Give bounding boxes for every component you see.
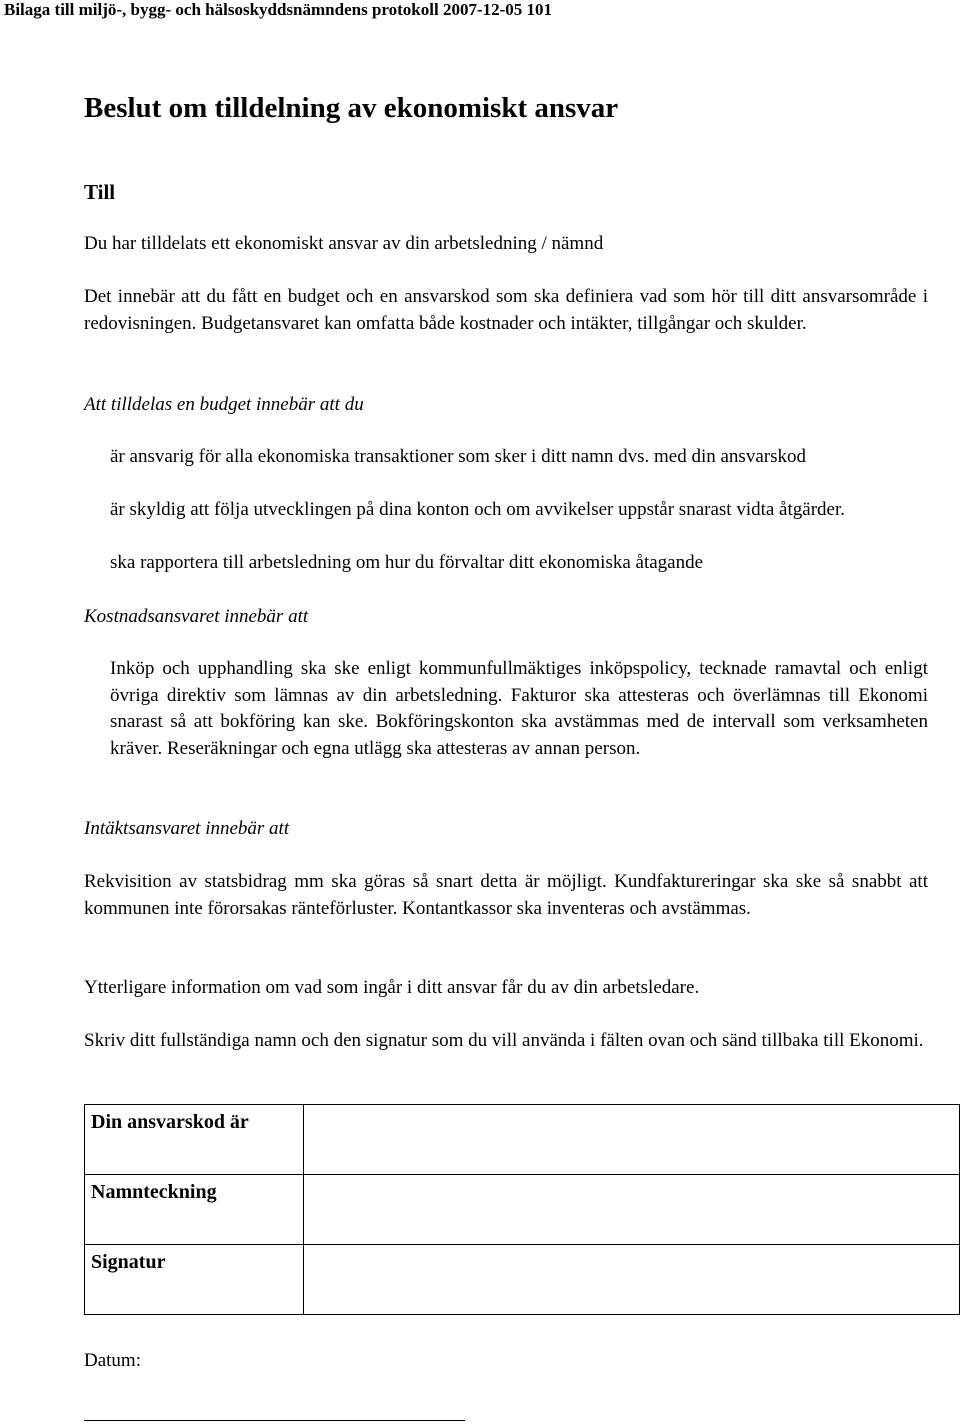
cost-heading: Kostnadsansvaret innebär att (84, 606, 309, 627)
budget-item-3: ska rapportera till arbetsledning om hur du förvaltar ditt ekonomiska åtagande (110, 552, 704, 573)
budget-item-1: är ansvarig för alla ekonomiska transaktioner som sker i ditt namn dvs. med din ansvarskod (110, 446, 806, 467)
date-label: Datum: (84, 1350, 141, 1371)
recipient-label: Till (84, 180, 116, 204)
name-field[interactable] (303, 1175, 959, 1245)
code-field[interactable] (303, 1105, 959, 1175)
further-info-text: Ytterligare information om vad som ingår i ditt ansvar får du av din arbetsledare. (84, 977, 700, 998)
cost-text: Inköp och upphandling ska ske enligt kommunfullmäktiges inköpspolicy, tecknade ramavtal och enligt övriga direktiv som lämnas av din arbetsledning. Fakturor ska attesteras och överlämnas till Ekonomi snarast så att bokföring kan ske. Bokföringskonton ska avstämmas med de intervall som verksamheten kräver. Reseräkningar och egna utlägg ska attesteras av annan person. (110, 658, 928, 759)
income-heading: Intäktsansvaret innebär att (84, 818, 290, 839)
date-line[interactable] (84, 1420, 465, 1421)
signature-label: Signatur (85, 1245, 304, 1315)
name-label: Namnteckning (85, 1175, 304, 1245)
signature-field[interactable] (303, 1245, 959, 1315)
intro-text: Du har tilldelats ett ekonomiskt ansvar av din arbetsledning / nämnd (84, 233, 604, 254)
code-label: Din ansvarskod är (85, 1105, 304, 1175)
budget-definition-paragraph: Det innebär att du fått en budget och en ansvarskod som ska definiera vad som hör till ditt ansvarsområde i redovisningen. Budgetansvaret kan omfatta både kostnader och intäkter, tillgångar och skulder. (84, 286, 928, 334)
budget-heading: Att tilldelas en budget innebär att du (84, 394, 364, 415)
budget-item-2: är skyldig att följa utvecklingen på dina konton och om avvikelser uppstår snarast vidta åtgärder. (110, 499, 845, 520)
form-row-signature (85, 1245, 960, 1315)
form-row-code (85, 1105, 960, 1175)
income-text: Rekvisition av statsbidrag mm ska göras så snart detta är möjligt. Kundfaktureringar ska ske så snabbt att kommunen inte förorsakas ränteförluster. Kontantkassor ska inventeras och avstämmas. (84, 871, 928, 919)
form-row-name (85, 1175, 960, 1245)
instruction-text: Skriv ditt fullständiga namn och den signatur som du vill använda i fälten ovan och sänd tillbaka till Ekonomi. (84, 1030, 924, 1051)
page-title: Beslut om tilldelning av ekonomiskt ansvar (84, 92, 619, 124)
document-header: Bilaga till miljö-, bygg- och hälsoskyddsnämndens protokoll 2007-12-05 101 (4, 0, 553, 19)
signature-form-table (84, 1104, 960, 1315)
